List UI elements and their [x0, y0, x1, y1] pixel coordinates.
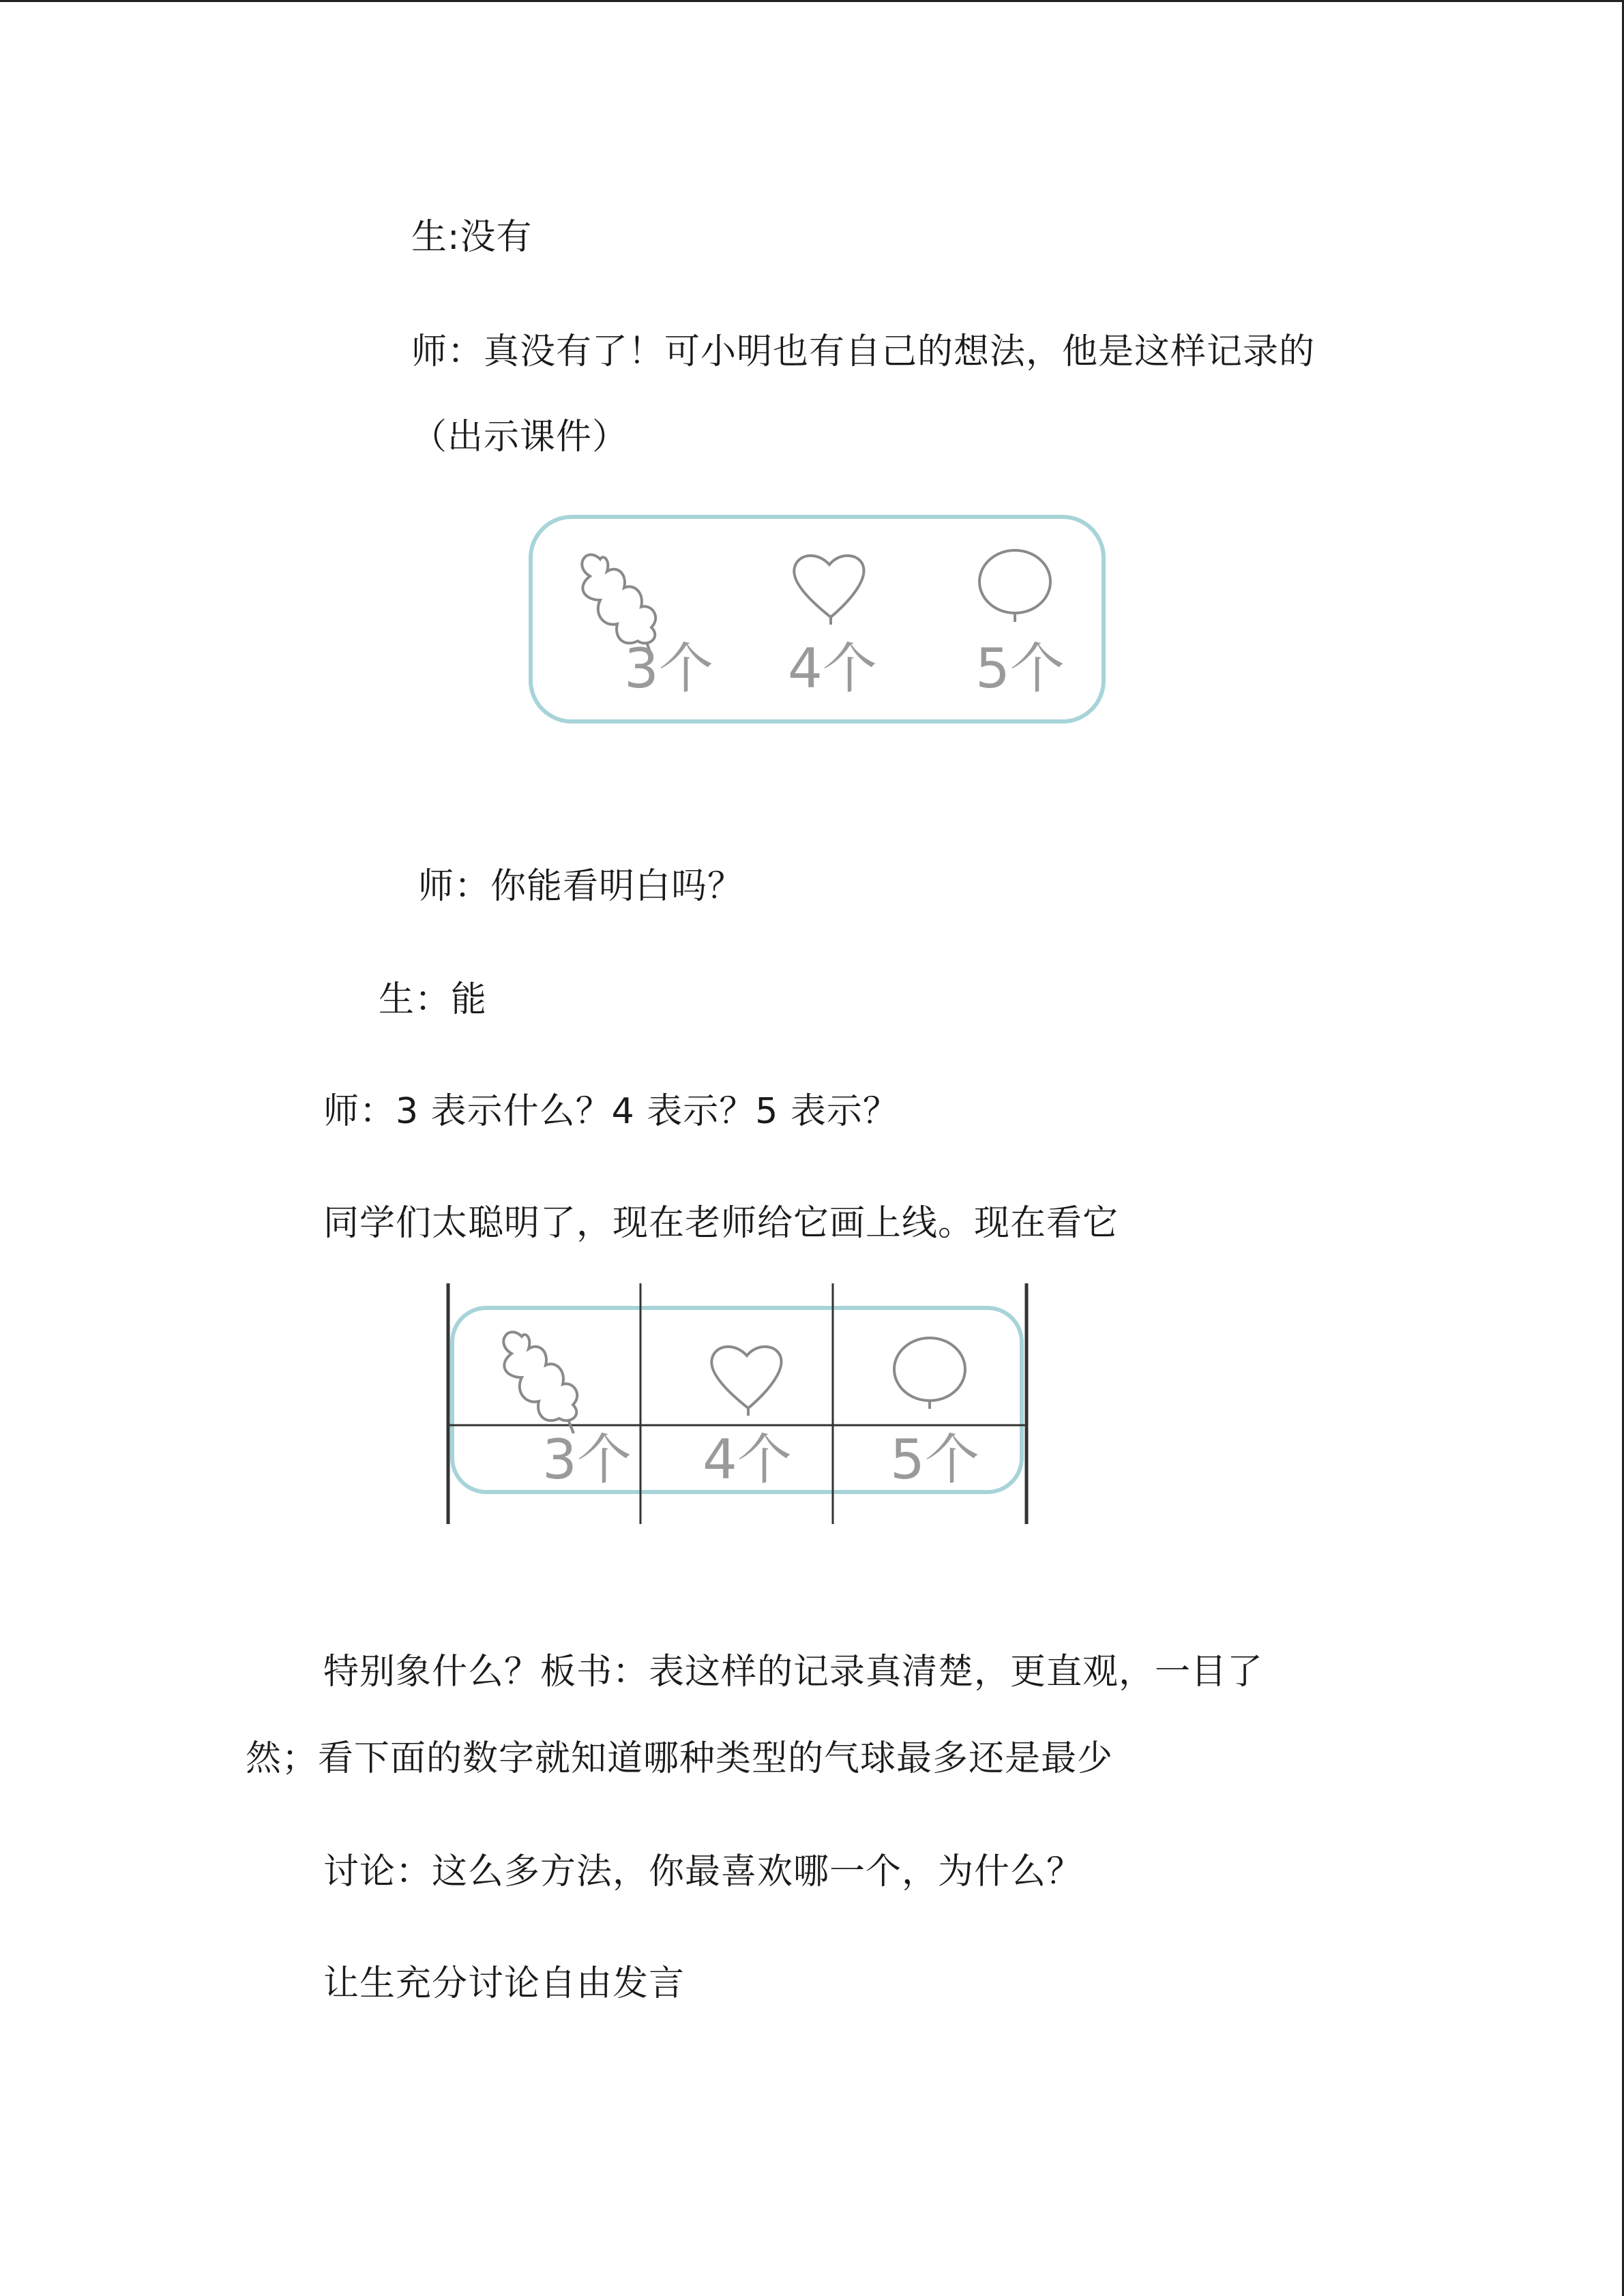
- paragraph: 讨论：这么多方法，你最喜欢哪一个，为什么？: [323, 1851, 1083, 1892]
- count-label: 4个: [703, 1428, 792, 1491]
- page-top-border: [0, 0, 1624, 2]
- paragraph: 让生充分讨论自由发言: [323, 1963, 685, 2004]
- paragraph: 生:没有: [411, 217, 533, 258]
- heart-balloon-icon: [794, 556, 863, 625]
- paragraph: 师：真没有了！可小明也有自己的想法，他是这样记录的: [411, 331, 1316, 372]
- round-balloon-icon: [979, 550, 1050, 622]
- paragraph: 同学们太聪明了，现在老师给它画上线。现在看它: [323, 1203, 1119, 1244]
- long-balloon-icon: [503, 1332, 577, 1433]
- count-label: 3个: [542, 1428, 632, 1491]
- round-balloon-icon: [894, 1338, 965, 1409]
- paragraph: 特别象什么？板书：表这样的记录真清楚，更直观，一目了: [323, 1652, 1264, 1693]
- count-label: 5个: [890, 1428, 979, 1491]
- paragraph: 然；看下面的数字就知道哪种类型的气球最多还是最少: [246, 1738, 1114, 1779]
- heart-balloon-icon: [711, 1347, 781, 1416]
- count-label: 5个: [975, 637, 1065, 700]
- balloon-table-figure: [440, 1282, 1033, 1527]
- paragraph: 师：你能看明白吗？: [418, 866, 744, 907]
- count-label: 3个: [624, 637, 713, 700]
- paragraph: （出示课件）: [411, 417, 629, 458]
- count-label: 4个: [788, 637, 877, 700]
- balloon-record-figure: [525, 511, 1105, 730]
- paragraph: 师：3 表示什么？4 表示？5 表示？: [323, 1091, 899, 1132]
- paragraph: 生：能: [379, 979, 488, 1020]
